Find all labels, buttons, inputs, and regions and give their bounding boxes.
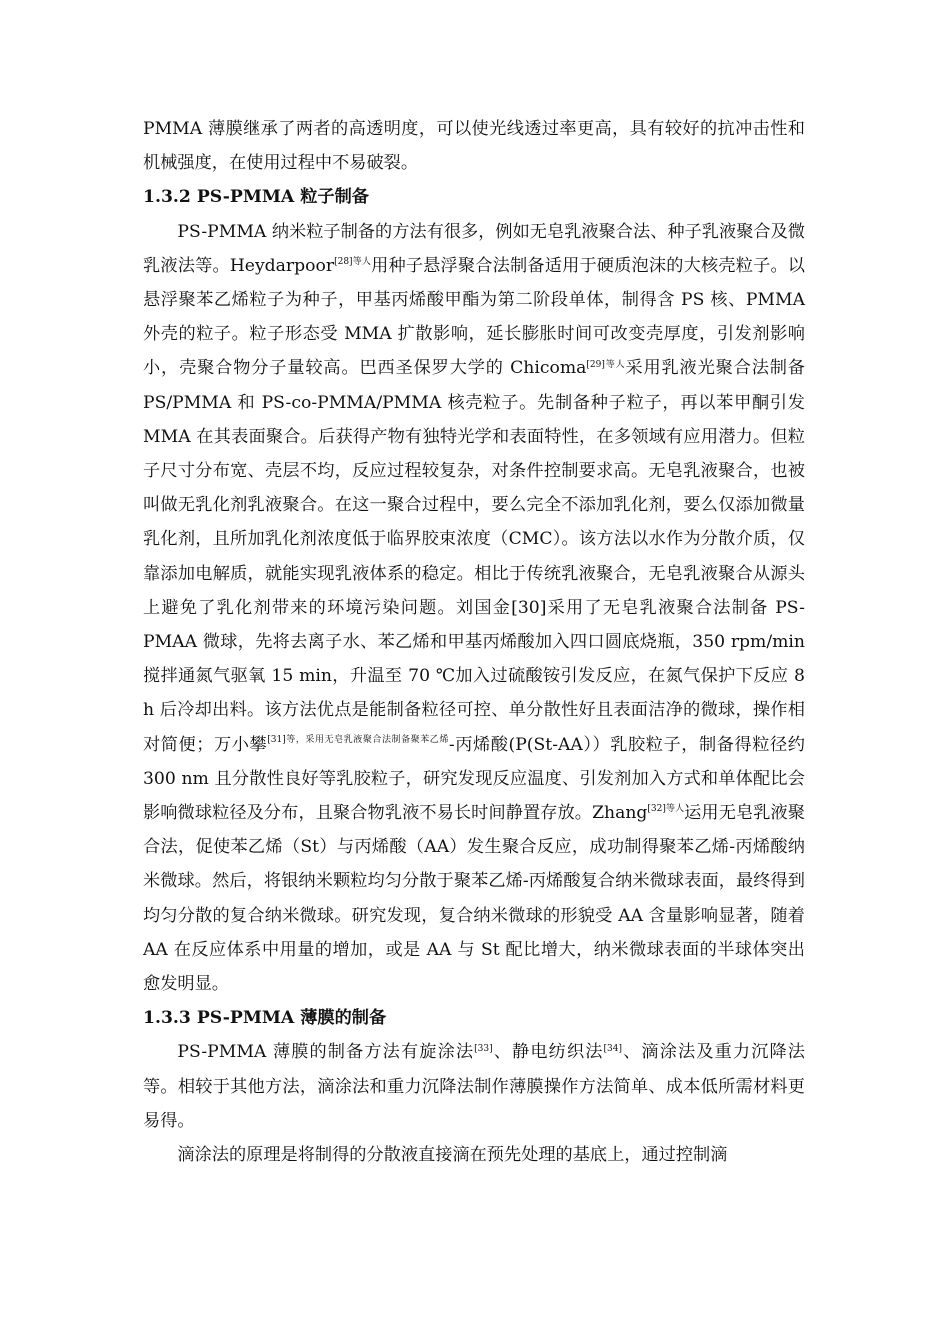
citation-28: [28]等人: [334, 257, 372, 268]
section-heading-1-3-3: 1.3.3 PS-PMMA 薄膜的制备: [143, 1008, 387, 1029]
citation-32: [32]等人: [647, 804, 685, 815]
paragraph-pmma-film-properties: PMMA 薄膜继承了两者的高透明度，可以使光线透过率更高，具有较好的抗冲击性和机械强度，在使用过程中不易破裂。: [143, 119, 805, 174]
paragraph-text: 采用乳液光聚合法制备 PS/PMMA 和 PS-co-PMMA/PMMA 核壳粒子。先制备种子粒子，再以苯甲酮引发 MMA 在其表面聚合。后获得产物有独特光学和表面特性，在多领域有应用潜力。但粒子尺寸分布宽、壳层不均，反应过程较复杂，对条件控制要求高。无皂乳液聚合，也被叫做无乳化剂乳液聚合。在这一聚合过程中，要么完全不添加乳化剂，要么仅添加微量乳化剂，且所加乳化剂浓度低于临界胶束浓度（CMC）。该方法以水作为分散介质，仅靠添加电解质，就能实现乳液体系的稳定。相比于传统乳液聚合，无皂乳液聚合从源头上避免了乳化剂带来的环境污染问题。刘国金[30]采用了无皂乳液聚合法制备 PS-PMAA 微球，先将去离子水、苯乙烯和甲基丙烯酸加入四口圆底烧瓶，350 rpm/min 搅拌通氮气驱氧 15 min，升温至 70 ℃加入过硫酸铵引发反应，在氮气保护下反应 8 h 后冷却出料。该方法优点是能制备粒径可控、单分散性好且表面洁净的微球，操作相对简便；万小攀: [143, 358, 805, 755]
paragraph-text: 、静电纺织法: [492, 1042, 604, 1063]
paragraph-text: PS-PMMA 纳米粒子制备的方法有很多，例如无皂乳液聚合法、种子乳液聚合及微乳液法等。Heydarpoor: [143, 221, 805, 276]
paragraph-text: 运用无皂乳液聚合法，促使苯乙烯（St）与丙烯酸（AA）发生聚合反应，成功制得聚苯乙烯-丙烯酸纳米微球。然后，将银纳米颗粒均匀分散于聚苯乙烯-丙烯酸复合纳米微球表面，最终得到均匀分散的复合纳米微球。研究发现，复合纳米微球的形貌受 AA 含量影响显著，随着 AA 在反应体系中用量的增加，或是 AA 与 St 配比增大，纳米微球表面的半球体突出愈发明显。: [143, 803, 805, 995]
paragraph-film-preparation: [143, 1035, 805, 1138]
paragraph-drop-casting: 滴涂法的原理是将制得的分散液直接滴在预先处理的基底上，通过控制滴: [177, 1145, 728, 1166]
citation-31: [31]等，采用无皂乳液聚合法制备聚苯乙烯: [267, 735, 449, 746]
citation-33: [33]: [474, 1043, 493, 1054]
paragraph-text: 用种子悬浮聚合法制备适用于硬质泡沫的大核壳粒子。以悬浮聚苯乙烯粒子为种子，甲基丙烯酸甲酯为第二阶段单体，制得含 PS 核、PMMA 外壳的粒子。粒子形态受 MMA 扩散影响，延长膨胀时间可改变壳厚度，引发剂影响小，壳聚合物分子量较高。巴西圣保罗大学的 Chicoma: [143, 255, 805, 379]
citation-29: [29]等人: [586, 359, 626, 370]
paragraph-particle-preparation: [143, 215, 805, 1002]
paragraph-text: -丙烯酸(P(St-AA））乳胶粒子，制备得粒径约 300 nm 且分散性良好等乳胶粒子，研究发现反应温度、引发剂加入方式和单体配比会影响微球粒径及分布，且聚合物乳液不易长时间静置存放。Zhang: [143, 734, 805, 824]
paragraph-text: 、滴涂法及重力沉降法等。相较于其他方法，滴涂法和重力沉降法制作薄膜操作方法简单、成本低所需材料更易得。: [143, 1042, 805, 1131]
citation-34: [34]: [603, 1043, 623, 1054]
section-heading-1-3-2: 1.3.2 PS-PMMA 粒子制备: [143, 187, 369, 208]
paragraph-text: PS-PMMA 薄膜的制备方法有旋涂法: [177, 1042, 475, 1063]
document-body: [143, 112, 805, 1172]
